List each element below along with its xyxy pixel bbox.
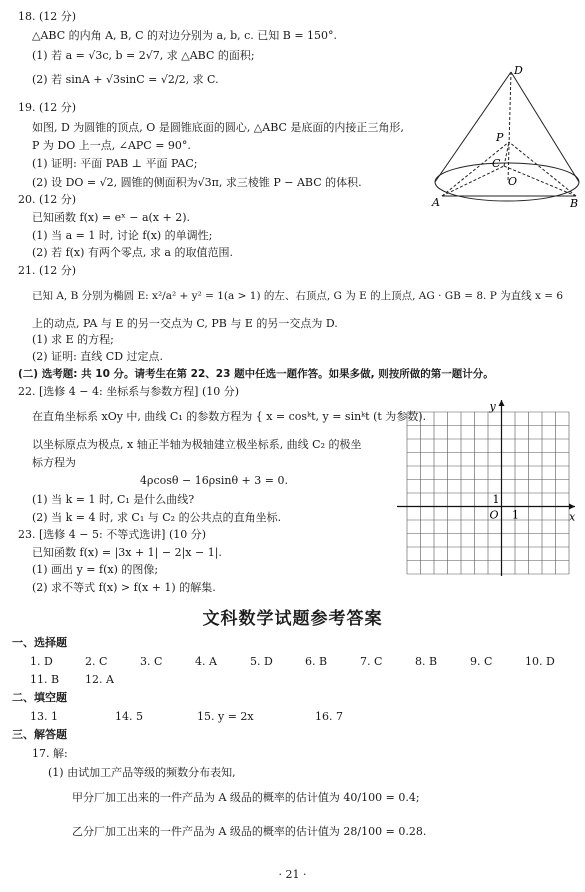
q17-head: 17. 解: xyxy=(32,747,68,760)
q17-line2: 乙分厂加工出来的一件产品为 A 级品的概率的估计值为 28/100 = 0.28. xyxy=(72,825,427,838)
q19-stem-line1: 如图, D 为圆锥的顶点, O 是圆锥底面的圆心, △ABC 是底面的内接正三角形, xyxy=(32,121,404,134)
q23-part1: (1) 画出 y = f(x) 的图像; xyxy=(32,563,159,576)
q22-stem-line3: 标方程为 xyxy=(32,456,76,469)
label-O: O xyxy=(508,175,518,188)
y-axis-arrow xyxy=(499,400,505,406)
q17-line1: 甲分厂加工出来的一件产品为 A 级品的概率的估计值为 40/100 = 0.4; xyxy=(72,791,420,804)
q23-head: 23. [选修 4 − 5: 不等式选讲] (10 分) xyxy=(18,528,207,541)
q20-head: 20. (12 分) xyxy=(18,193,77,206)
label-D: D xyxy=(514,64,523,77)
section-fill: 二、填空题 xyxy=(12,691,67,704)
coordinate-grid xyxy=(395,398,580,580)
label-B: B xyxy=(570,197,579,210)
q20-part1: (1) 当 a = 1 时, 讨论 f(x) 的单调性; xyxy=(32,229,213,242)
elective-instruction: (二) 选考题: 共 10 分。请考生在第 22、23 题中任选一题作答。如果多做, 则按所做的第一题计分。 xyxy=(18,368,494,380)
label-C: C xyxy=(492,157,501,170)
q18-head: 18. (12 分) xyxy=(18,10,77,23)
choice-answer: 7. C xyxy=(360,655,383,668)
choice-answer: 11. B xyxy=(30,673,60,686)
choice-answer: 8. B xyxy=(415,655,438,668)
section-solution: 三、解答题 xyxy=(12,728,67,741)
q20-part2: (2) 若 f(x) 有两个零点, 求 a 的取值范围. xyxy=(32,246,233,259)
q23-part2: (2) 求不等式 f(x) > f(x + 1) 的解集. xyxy=(32,581,216,594)
answers-title: 文科数学试题参考答案 xyxy=(202,609,383,629)
y-axis-label: y xyxy=(489,400,496,413)
choice-answer: 6. B xyxy=(305,655,328,668)
fill-answer: 13. 1 xyxy=(30,710,58,723)
choice-answer: 4. A xyxy=(195,655,217,668)
x-unit-label: 1 xyxy=(512,508,519,522)
choice-answer: 10. D xyxy=(525,655,555,668)
page-number: · 21 · xyxy=(278,868,307,881)
q22-stem-line1: 在直角坐标系 xOy 中, 曲线 C₁ 的参数方程为 { x = cosᵏt, y = sinᵏt (t 为参数). xyxy=(32,410,427,423)
q21-stem-line2: 上的动点, PA 与 E 的另一交点为 C, PB 与 E 的另一交点为 D. xyxy=(32,317,338,330)
q18-stem: △ABC 的内角 A, B, C 的对边分别为 a, b, c. 已知 B = 150°. xyxy=(32,29,338,42)
q22-part2: (2) 当 k = 4 时, 求 C₁ 与 C₂ 的公共点的直角坐标. xyxy=(32,511,282,524)
q22-part1: (1) 当 k = 1 时, C₁ 是什么曲线? xyxy=(32,493,195,506)
x-axis-label: x xyxy=(569,510,576,524)
fill-answer: 16. 7 xyxy=(315,710,343,723)
choice-row-1 xyxy=(30,655,565,669)
q23-stem: 已知函数 f(x) = |3x + 1| − 2|x − 1|. xyxy=(32,546,222,559)
x-axis-arrow xyxy=(569,504,575,510)
fill-answer: 14. 5 xyxy=(115,710,143,723)
label-A: A xyxy=(432,196,440,209)
q21-stem-line1: 已知 A, B 分别为椭圆 E: x²/a² + y² = 1(a > 1) 的左、右顶点, G 为 E 的上顶点, AG · GB = 8. P 为直线 x = 6 xyxy=(32,290,564,302)
q22-stem-line2: 以坐标原点为极点, x 轴正半轴为极轴建立极坐标系, 曲线 C₂ 的极坐 xyxy=(32,438,362,451)
choice-answer: 9. C xyxy=(470,655,493,668)
cone-figure xyxy=(430,62,580,210)
q22-head: 22. [选修 4 − 4: 坐标系与参数方程] (10 分) xyxy=(18,385,240,398)
origin-label: O xyxy=(489,508,499,522)
section-choice: 一、选择题 xyxy=(12,636,67,649)
q19-part2: (2) 设 DO = √2, 圆锥的侧面积为√3π, 求三棱锥 P − ABC 的体积. xyxy=(32,176,362,189)
q18-part2: (2) 若 sinA + √3sinC = √2/2, 求 C. xyxy=(32,73,219,86)
choice-answer: 5. D xyxy=(250,655,273,668)
q19-part1: (1) 证明: 平面 PAB ⊥ 平面 PAC; xyxy=(32,157,198,170)
q21-part2: (2) 证明: 直线 CD 过定点. xyxy=(32,350,164,363)
choice-answer: 3. C xyxy=(140,655,163,668)
label-P: P xyxy=(496,131,504,144)
q21-head: 21. (12 分) xyxy=(18,264,77,277)
q20-stem: 已知函数 f(x) = eˣ − a(x + 2). xyxy=(32,211,190,224)
fill-answer: 15. y = 2x xyxy=(197,710,254,723)
q18-part1: (1) 若 a = √3c, b = 2√7, 求 △ABC 的面积; xyxy=(32,49,255,62)
y-unit-label: 1 xyxy=(492,493,500,506)
q22-equation: 4ρcosθ − 16ρsinθ + 3 = 0. xyxy=(140,474,288,487)
q19-stem-line2: P 为 DO 上一点, ∠APC = 90°. xyxy=(32,139,191,152)
q19-head: 19. (12 分) xyxy=(18,101,77,114)
fill-row xyxy=(30,710,375,724)
choice-answer: 12. A xyxy=(85,673,114,686)
q21-part1: (1) 求 E 的方程; xyxy=(32,333,114,346)
q17-part1: (1) 由试加工产品等级的频数分布表知, xyxy=(48,766,236,779)
choice-answer: 2. C xyxy=(85,655,108,668)
choice-answer: 1. D xyxy=(30,655,53,668)
choice-row-2 xyxy=(30,673,140,687)
